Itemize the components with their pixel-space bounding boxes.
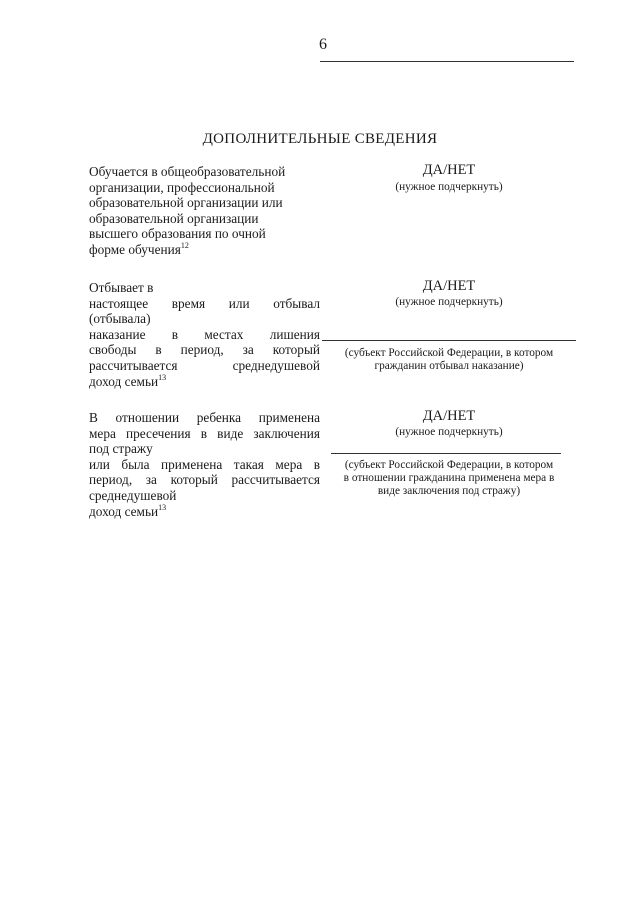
question-line: Обучается в общеобразовательной bbox=[89, 164, 286, 179]
question-line: (отбывала) bbox=[89, 311, 151, 327]
question-line: наказание в местах лишения bbox=[89, 326, 320, 342]
question-line: образовательной организации bbox=[89, 210, 259, 226]
education-question bbox=[89, 164, 320, 258]
yes-no-answer[interactable]: ДА/НЕТ bbox=[422, 162, 476, 178]
question-line: В отношении ребенка применена bbox=[89, 410, 320, 425]
yes-no-answer[interactable]: ДА/НЕТ bbox=[422, 278, 476, 294]
underline-hint: (нужное подчеркнуть) bbox=[395, 296, 503, 308]
question-line: организации, профессиональной bbox=[89, 179, 275, 195]
underline-hint: (нужное подчеркнуть) bbox=[395, 181, 503, 193]
question-line: среднедушевой bbox=[89, 487, 177, 503]
question-line: рассчитывается среднедушевой bbox=[89, 357, 320, 373]
question-line: доход семьи$^{13}$ bbox=[89, 372, 167, 389]
question-line: доход семьи$^{13}$ bbox=[89, 502, 167, 519]
subject-input-line[interactable] bbox=[331, 453, 561, 454]
question-line: свободы в период, за который bbox=[89, 342, 320, 358]
question-line: период, за который рассчитывается bbox=[89, 472, 320, 488]
detention-question bbox=[89, 410, 320, 519]
header-rule bbox=[320, 61, 574, 62]
question-line: Отбывает в bbox=[89, 280, 154, 295]
underline-hint: (нужное подчеркнуть) bbox=[395, 426, 503, 438]
question-line: форме обучения$^{12}$ bbox=[89, 240, 189, 257]
question-line: настоящее время или отбывал bbox=[89, 295, 320, 311]
question-line: под стражу bbox=[89, 441, 153, 457]
question-line: высшего образования по очной bbox=[89, 226, 266, 242]
question-line: или была применена такая мера в bbox=[89, 456, 320, 472]
subject-hint: (субъект Российской Федерации, в котором в отношении гражданина применена мера в виде заключения под стражу) bbox=[343, 459, 555, 497]
footnote-marker: 13 bbox=[158, 502, 167, 512]
footnote-marker: 13 bbox=[158, 372, 167, 382]
subject-hint: (субъект Российской Федерации, в котором гражданин отбывал наказание) bbox=[344, 347, 554, 372]
subject-input-line[interactable] bbox=[322, 340, 576, 341]
yes-no-answer[interactable]: ДА/НЕТ bbox=[422, 408, 476, 424]
question-line: образовательной организации или bbox=[89, 195, 283, 211]
question-line: мера пресечения в виде заключения bbox=[89, 425, 320, 441]
page-number: 6 bbox=[319, 36, 327, 53]
page-title: ДОПОЛНИТЕЛЬНЫЕ СВЕДЕНИЯ bbox=[202, 131, 438, 147]
sentence-question bbox=[89, 280, 320, 389]
footnote-marker: 12 bbox=[180, 240, 189, 250]
